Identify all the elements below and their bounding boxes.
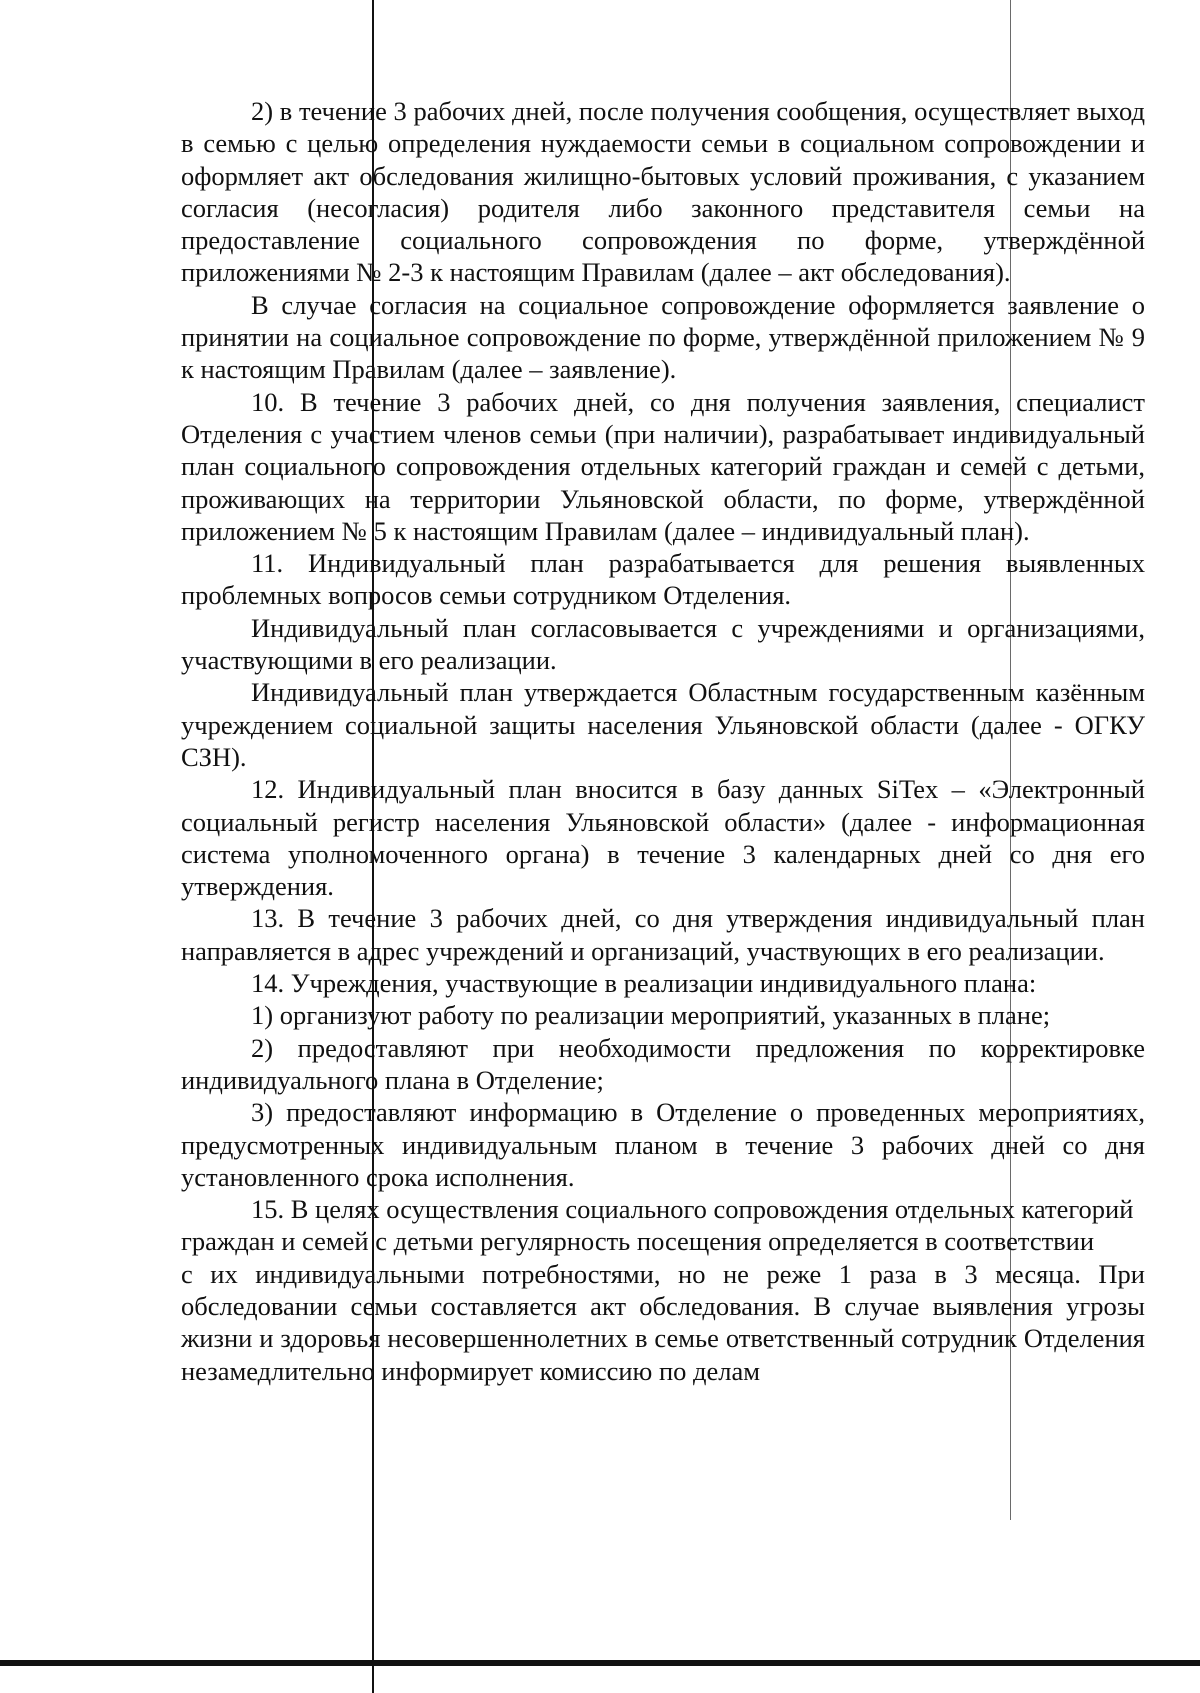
paragraph-15: 15. В целях осуществления социального сопровождения отдельных категорий граждан и семей с детьми регулярность посещения определяется в соответствии bbox=[181, 1194, 1134, 1257]
paragraph-14-item-1: 1) организуют работу по реализации мероприятий, указанных в плане; bbox=[251, 1000, 1051, 1031]
paragraph-15-continuation: с их индивидуальными потребностями, но не реже 1 раза в 3 месяца. При обследовании семьи составляется акт обследования. В случае выявления угрозы жизни и здоровья несовершеннолетних в семье ответственный сотрудник Отделения незамедлительно информирует комиссию по делам bbox=[181, 1258, 1145, 1386]
paragraph-item-2-visit: 2) в течение 3 рабочих дней, после получения сообщения, осуществляет выход в семью с целью определения нуждаемости семьи в социальном сопровождении и оформляет акт обследования жилищно-бытовых условий проживания, с указанием согласия (несогласия) родителя либо законного представителя семьи на предоставление социального сопровождения по форме, утверждённой приложениями № 2-3 к настоящим Правилам (далее – акт обследования). bbox=[181, 96, 1145, 288]
paragraph-consent-application: В случае согласия на социальное сопровождение оформляется заявление о принятии на социальное сопровождение по форме, утверждённой приложением № 9 к настоящим Правилам (далее – заявление). bbox=[181, 289, 1145, 385]
paragraph-11: 11. Индивидуальный план разрабатывается для решения выявленных проблемных вопросов семьи сотрудником Отделения. bbox=[181, 548, 1145, 611]
paragraph-plan-agreed: Индивидуальный план согласовывается с учреждениями и организациями, участвующими в его реализации. bbox=[181, 612, 1145, 676]
paragraph-plan-approved: Индивидуальный план утверждается Областным государственным казённым учреждением социальной защиты населения Ульяновской области (далее - ОГКУ СЗН). bbox=[181, 677, 1145, 772]
paragraph-14-item-3: 3) предоставляют информацию в Отделение о проведенных мероприятиях, предусмотренных индивидуальным планом в течение 3 рабочих дней со дня установленного срока исполнения. bbox=[181, 1097, 1145, 1192]
paragraph-13: 13. В течение 3 рабочих дней, со дня утверждения индивидуальный план направляется в адрес учреждений и организаций, участвующих в его реализации. bbox=[181, 903, 1145, 966]
paragraph-12: 12. Индивидуальный план вносится в базу данных SiTex – «Электронный социальный регистр населения Ульяновской области» (далее - информационная система уполномоченного органа) в течение 3 календарных дней со дня его утверждения. bbox=[181, 774, 1145, 902]
document-body bbox=[181, 95, 1145, 1387]
paragraph-14: 14. Учреждения, участвующие в реализации индивидуального плана: bbox=[251, 968, 1037, 999]
paragraph-14-item-2: 2) предоставляют при необходимости предложения по корректировке индивидуального плана в Отделение; bbox=[181, 1032, 1145, 1095]
paragraph-10: 10. В течение 3 рабочих дней, со дня получения заявления, специалист Отделения с участием членов семьи (при наличии), разрабатывает индивидуальный план социального сопровождения отдельных категорий граждан и семей с детьми, проживающих на территории Ульяновской области, по форме, утверждённой приложением № 5 к настоящим Правилам (далее – индивидуальный план). bbox=[181, 386, 1145, 546]
scan-bottom-edge bbox=[0, 1660, 1200, 1666]
